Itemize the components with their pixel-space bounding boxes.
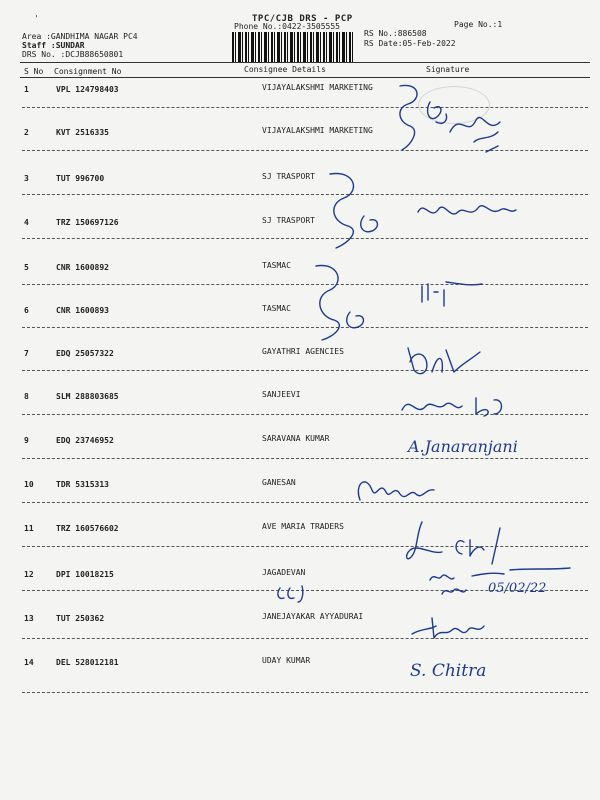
row-1-sno: 1 xyxy=(24,85,29,94)
row-2-sno: 2 xyxy=(24,128,29,137)
row-9-consignment: EDQ 23746952 xyxy=(56,436,114,445)
row-7-consignee: GAYATHRI AGENCIES xyxy=(262,347,344,356)
row-separator xyxy=(22,502,588,503)
sheet-title: TPC/CJB DRS - PCP xyxy=(252,14,353,24)
row-6-consignee: TASMAC xyxy=(262,304,291,313)
row-12-consignment: DPI 10018215 xyxy=(56,570,114,579)
rs-date: RS Date:05-Feb-2022 xyxy=(364,39,456,48)
row-5-consignment: CNR 1600892 xyxy=(56,263,109,272)
col-header-consignee: Consignee Details xyxy=(244,65,326,74)
row-13-consignment: TUT 250362 xyxy=(56,614,105,623)
row-9-consignee: SARAVANA KUMAR xyxy=(262,434,330,443)
row-8-sno: 8 xyxy=(24,392,29,401)
row-9-sno: 9 xyxy=(24,436,29,445)
row-13-sno: 13 xyxy=(24,614,34,623)
col-header-consignment: Consignment No xyxy=(54,67,122,76)
drs-number: DRS No. :DCJB88650801 xyxy=(22,50,124,59)
signature-row-10 xyxy=(350,470,440,514)
row-7-sno: 7 xyxy=(24,349,29,358)
col-header-signature: Signature xyxy=(426,65,470,74)
row-11-sno: 11 xyxy=(24,524,34,533)
row-6-consignment: CNR 1600893 xyxy=(56,306,109,315)
row-1-consignment: VPL 124798403 xyxy=(56,85,119,94)
signature-rows-3-4 xyxy=(320,170,540,254)
row-8-consignment: SLM 288803685 xyxy=(56,392,119,401)
page-number: Page No.:1 xyxy=(454,20,503,29)
row-2-consignment: KVT 2516335 xyxy=(56,128,109,137)
signature-rows-5-6 xyxy=(310,262,510,346)
row-14-consignment: DEL 528012181 xyxy=(56,658,119,667)
phone-number: Phone No.:0422-3505555 xyxy=(234,22,340,31)
row-3-sno: 3 xyxy=(24,174,29,183)
row-4-consignee: SJ TRASPORT xyxy=(262,216,315,225)
row-10-sno: 10 xyxy=(24,480,34,489)
row-12-sno: 12 xyxy=(24,570,34,579)
row-4-sno: 4 xyxy=(24,218,29,227)
row-11-consignment: TRZ 160576602 xyxy=(56,524,119,533)
row-8-consignee: SANJEEVI xyxy=(262,390,301,399)
row-separator xyxy=(22,458,588,459)
signature-row-8 xyxy=(396,390,506,424)
signature-row-7 xyxy=(400,342,520,386)
barcode xyxy=(232,32,354,62)
row-11-consignee: AVE MARIA TRADERS xyxy=(262,522,344,531)
row-14-sno: 14 xyxy=(24,658,34,667)
row-5-consignee: TASMAC xyxy=(262,261,291,270)
signature-row-12-initials xyxy=(274,584,334,608)
row-separator xyxy=(22,692,588,693)
row-3-consignment: TUT 996700 xyxy=(56,174,105,183)
row-5-sno: 5 xyxy=(24,263,29,272)
signature-row-14-text: S. Chitra xyxy=(410,661,487,681)
row-4-consignment: TRZ 150697126 xyxy=(56,218,119,227)
row-6-sno: 6 xyxy=(24,306,29,315)
row-1-consignee: VIJAYALAKSHMI MARKETING xyxy=(262,83,373,92)
row-13-consignee: JANEJAYAKAR AYYADURAI xyxy=(262,612,364,621)
signature-rows-1-2 xyxy=(390,82,530,166)
row-7-consignment: EDQ 25057322 xyxy=(56,349,114,358)
staff-label: Staff :SUNDAR xyxy=(22,41,85,50)
row-14-consignee: UDAY KUMAR xyxy=(262,656,311,665)
row-10-consignment: TDR 5315313 xyxy=(56,480,109,489)
signature-row-12-date: 05/02/22 xyxy=(488,581,547,596)
row-12-consignee: JAGADEVAN xyxy=(262,568,306,577)
signature-row-9-text: A.Janaranjani xyxy=(408,437,518,456)
col-header-sno: S No xyxy=(24,67,44,76)
scan-mark: ' xyxy=(34,14,39,23)
header-rule-bottom xyxy=(20,77,590,78)
row-10-consignee: GANESAN xyxy=(262,478,296,487)
row-2-consignee: VIJAYALAKSHMI MARKETING xyxy=(262,126,373,135)
signature-row-13 xyxy=(408,612,508,646)
area-label: Area :GANDHIMA NAGAR PC4 xyxy=(22,32,138,41)
row-3-consignee: SJ TRASPORT xyxy=(262,172,315,181)
rs-number: RS No.:886508 xyxy=(364,29,427,38)
header-rule-top xyxy=(20,62,590,63)
